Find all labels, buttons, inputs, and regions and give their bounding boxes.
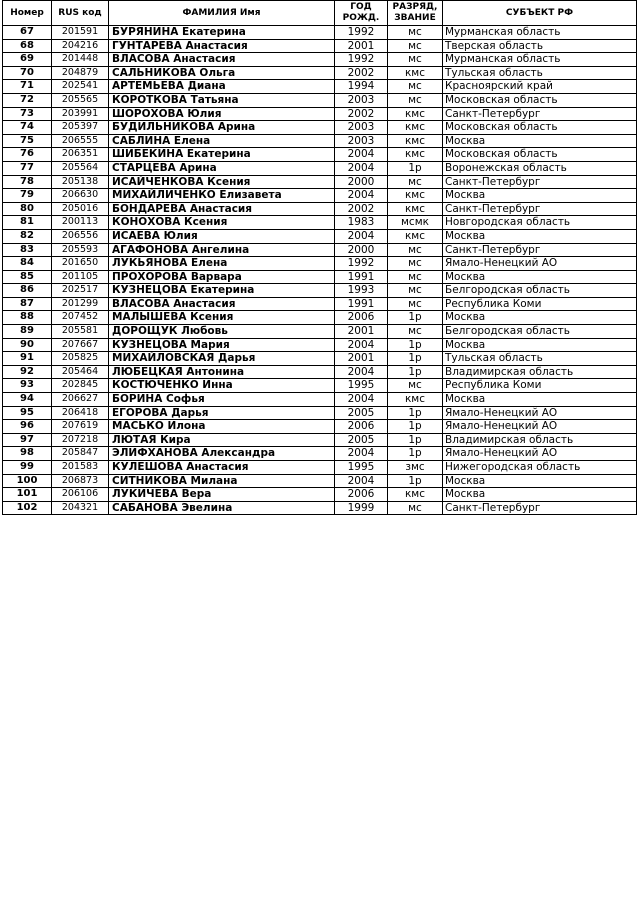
cell-name: ДОРОЩУК Любовь bbox=[109, 325, 335, 339]
header-rank bbox=[388, 1, 443, 26]
cell-number: 72 bbox=[3, 93, 52, 107]
table-row bbox=[3, 297, 637, 311]
table-row bbox=[3, 284, 637, 298]
cell-region: Ямало-Ненецкий АО bbox=[443, 447, 637, 461]
cell-birth-year: 2004 bbox=[335, 161, 388, 175]
cell-region: Белгородская область bbox=[443, 284, 637, 298]
table-row bbox=[3, 107, 637, 121]
cell-number: 86 bbox=[3, 284, 52, 298]
cell-birth-year: 2001 bbox=[335, 352, 388, 366]
table-row bbox=[3, 134, 637, 148]
cell-number: 82 bbox=[3, 229, 52, 243]
cell-rus-code: 202517 bbox=[52, 284, 109, 298]
cell-region: Москва bbox=[443, 134, 637, 148]
cell-region: Тульская область bbox=[443, 66, 637, 80]
cell-rus-code: 205464 bbox=[52, 365, 109, 379]
cell-region: Нижегородская область bbox=[443, 461, 637, 475]
cell-name: МАСЬКО Илона bbox=[109, 420, 335, 434]
cell-rank: кмс bbox=[388, 488, 443, 502]
cell-name: ЛУКЬЯНОВА Елена bbox=[109, 257, 335, 271]
cell-region: Москва bbox=[443, 229, 637, 243]
cell-rank: мс bbox=[388, 257, 443, 271]
cell-number: 83 bbox=[3, 243, 52, 257]
cell-region: Санкт-Петербург bbox=[443, 243, 637, 257]
cell-name: МИХАЙЛОВСКАЯ Дарья bbox=[109, 352, 335, 366]
cell-rank: кмс bbox=[388, 148, 443, 162]
table-row bbox=[3, 379, 637, 393]
cell-region: Тверская область bbox=[443, 39, 637, 53]
cell-birth-year: 1983 bbox=[335, 216, 388, 230]
cell-rus-code: 201105 bbox=[52, 270, 109, 284]
cell-rank: мс bbox=[388, 26, 443, 40]
cell-number: 89 bbox=[3, 325, 52, 339]
cell-name: ВЛАСОВА Анастасия bbox=[109, 53, 335, 67]
table-row bbox=[3, 325, 637, 339]
cell-number: 100 bbox=[3, 474, 52, 488]
table-row bbox=[3, 270, 637, 284]
cell-rus-code: 205581 bbox=[52, 325, 109, 339]
cell-rank: кмс bbox=[388, 202, 443, 216]
cell-birth-year: 2004 bbox=[335, 393, 388, 407]
cell-number: 68 bbox=[3, 39, 52, 53]
cell-name: КУЗНЕЦОВА Мария bbox=[109, 338, 335, 352]
cell-rank: 1р bbox=[388, 406, 443, 420]
cell-rank: мс bbox=[388, 53, 443, 67]
table-row bbox=[3, 189, 637, 203]
cell-number: 69 bbox=[3, 53, 52, 67]
cell-rank: кмс bbox=[388, 134, 443, 148]
cell-birth-year: 1994 bbox=[335, 80, 388, 94]
cell-rank: 1р bbox=[388, 433, 443, 447]
table-row bbox=[3, 161, 637, 175]
cell-birth-year: 1995 bbox=[335, 379, 388, 393]
table-row bbox=[3, 447, 637, 461]
cell-rus-code: 207218 bbox=[52, 433, 109, 447]
table-row bbox=[3, 80, 637, 94]
header-name: ФАМИЛИЯ Имя bbox=[109, 1, 335, 26]
table-row bbox=[3, 148, 637, 162]
cell-region: Мурманская область bbox=[443, 26, 637, 40]
table-row bbox=[3, 420, 637, 434]
cell-birth-year: 1999 bbox=[335, 501, 388, 515]
cell-rank: кмс bbox=[388, 189, 443, 203]
table-row bbox=[3, 501, 637, 515]
cell-birth-year: 1991 bbox=[335, 297, 388, 311]
cell-rank: 1р bbox=[388, 161, 443, 175]
cell-rus-code: 204879 bbox=[52, 66, 109, 80]
cell-rank: кмс bbox=[388, 229, 443, 243]
cell-birth-year: 2006 bbox=[335, 311, 388, 325]
cell-number: 88 bbox=[3, 311, 52, 325]
cell-name: МАЛЫШЕВА Ксения bbox=[109, 311, 335, 325]
cell-name: ШОРОХОВА Юлия bbox=[109, 107, 335, 121]
cell-rank: 1р bbox=[388, 338, 443, 352]
cell-rus-code: 201299 bbox=[52, 297, 109, 311]
cell-number: 101 bbox=[3, 488, 52, 502]
cell-rus-code: 205138 bbox=[52, 175, 109, 189]
cell-rus-code: 205593 bbox=[52, 243, 109, 257]
cell-name: ЛЮБЕЦКАЯ Антонина bbox=[109, 365, 335, 379]
cell-birth-year: 2005 bbox=[335, 406, 388, 420]
cell-number: 67 bbox=[3, 26, 52, 40]
table-row bbox=[3, 488, 637, 502]
cell-birth-year: 1992 bbox=[335, 53, 388, 67]
cell-rus-code: 201448 bbox=[52, 53, 109, 67]
cell-rus-code: 206873 bbox=[52, 474, 109, 488]
cell-rank: мс bbox=[388, 80, 443, 94]
cell-name: ЛУКИЧЕВА Вера bbox=[109, 488, 335, 502]
cell-birth-year: 2004 bbox=[335, 189, 388, 203]
cell-region: Санкт-Петербург bbox=[443, 501, 637, 515]
table-row bbox=[3, 39, 637, 53]
cell-region: Красноярский край bbox=[443, 80, 637, 94]
cell-rank: 1р bbox=[388, 420, 443, 434]
cell-birth-year: 2002 bbox=[335, 66, 388, 80]
table-row bbox=[3, 202, 637, 216]
cell-birth-year: 2003 bbox=[335, 121, 388, 135]
cell-birth-year: 1995 bbox=[335, 461, 388, 475]
table-row bbox=[3, 26, 637, 40]
cell-number: 97 bbox=[3, 433, 52, 447]
cell-region: Новгородская область bbox=[443, 216, 637, 230]
cell-name: САЛЬНИКОВА Ольга bbox=[109, 66, 335, 80]
cell-region: Мурманская область bbox=[443, 53, 637, 67]
cell-number: 85 bbox=[3, 270, 52, 284]
cell-rank: змс bbox=[388, 461, 443, 475]
cell-number: 93 bbox=[3, 379, 52, 393]
cell-region: Москва bbox=[443, 474, 637, 488]
cell-rank: мс bbox=[388, 325, 443, 339]
cell-name: ВЛАСОВА Анастасия bbox=[109, 297, 335, 311]
cell-number: 70 bbox=[3, 66, 52, 80]
cell-rank: мс bbox=[388, 270, 443, 284]
cell-rus-code: 205847 bbox=[52, 447, 109, 461]
cell-name: БУДИЛЬНИКОВА Арина bbox=[109, 121, 335, 135]
cell-rus-code: 201591 bbox=[52, 26, 109, 40]
cell-rank: мс bbox=[388, 243, 443, 257]
cell-rus-code: 200113 bbox=[52, 216, 109, 230]
cell-birth-year: 2004 bbox=[335, 148, 388, 162]
cell-region: Санкт-Петербург bbox=[443, 202, 637, 216]
cell-birth-year: 2000 bbox=[335, 243, 388, 257]
header-rank-line1: РАЗРЯД, bbox=[392, 2, 438, 12]
cell-number: 91 bbox=[3, 352, 52, 366]
cell-rank: мс bbox=[388, 93, 443, 107]
cell-rank: 1р bbox=[388, 311, 443, 325]
cell-number: 84 bbox=[3, 257, 52, 271]
cell-number: 90 bbox=[3, 338, 52, 352]
cell-rank: мс bbox=[388, 175, 443, 189]
cell-region: Ямало-Ненецкий АО bbox=[443, 257, 637, 271]
cell-rus-code: 201583 bbox=[52, 461, 109, 475]
cell-name: БОНДАРЕВА Анастасия bbox=[109, 202, 335, 216]
cell-rank: кмс bbox=[388, 121, 443, 135]
table-row bbox=[3, 93, 637, 107]
cell-number: 96 bbox=[3, 420, 52, 434]
cell-rus-code: 207667 bbox=[52, 338, 109, 352]
table-row bbox=[3, 216, 637, 230]
cell-region: Москва bbox=[443, 189, 637, 203]
cell-rank: мс bbox=[388, 501, 443, 515]
cell-rus-code: 205397 bbox=[52, 121, 109, 135]
cell-birth-year: 2006 bbox=[335, 488, 388, 502]
cell-number: 79 bbox=[3, 189, 52, 203]
table-row bbox=[3, 257, 637, 271]
cell-rank: кмс bbox=[388, 393, 443, 407]
cell-birth-year: 1993 bbox=[335, 284, 388, 298]
cell-region: Республика Коми bbox=[443, 379, 637, 393]
cell-rus-code: 201650 bbox=[52, 257, 109, 271]
cell-rus-code: 206627 bbox=[52, 393, 109, 407]
cell-region: Москва bbox=[443, 488, 637, 502]
cell-rus-code: 204321 bbox=[52, 501, 109, 515]
cell-birth-year: 2002 bbox=[335, 107, 388, 121]
cell-region: Москва bbox=[443, 311, 637, 325]
table-row bbox=[3, 352, 637, 366]
cell-name: САБЛИНА Елена bbox=[109, 134, 335, 148]
cell-rus-code: 203991 bbox=[52, 107, 109, 121]
cell-birth-year: 2004 bbox=[335, 365, 388, 379]
cell-region: Ямало-Ненецкий АО bbox=[443, 420, 637, 434]
cell-number: 95 bbox=[3, 406, 52, 420]
cell-rus-code: 206418 bbox=[52, 406, 109, 420]
cell-birth-year: 1992 bbox=[335, 257, 388, 271]
cell-region: Москва bbox=[443, 393, 637, 407]
header-birth-year-line2: РОЖД. bbox=[342, 13, 380, 23]
table-row bbox=[3, 175, 637, 189]
cell-rus-code: 205016 bbox=[52, 202, 109, 216]
table-row bbox=[3, 461, 637, 475]
participants-table bbox=[2, 0, 637, 515]
table-row bbox=[3, 121, 637, 135]
cell-region: Московская область bbox=[443, 121, 637, 135]
cell-birth-year: 1992 bbox=[335, 26, 388, 40]
cell-rus-code: 206106 bbox=[52, 488, 109, 502]
cell-rank: 1р bbox=[388, 447, 443, 461]
cell-rank: мс bbox=[388, 284, 443, 298]
cell-region: Москва bbox=[443, 338, 637, 352]
cell-number: 99 bbox=[3, 461, 52, 475]
cell-rus-code: 206555 bbox=[52, 134, 109, 148]
header-rank-line2: ЗВАНИЕ bbox=[394, 13, 436, 23]
table-row bbox=[3, 243, 637, 257]
cell-number: 81 bbox=[3, 216, 52, 230]
cell-birth-year: 2004 bbox=[335, 338, 388, 352]
cell-region: Московская область bbox=[443, 148, 637, 162]
cell-name: БОРИНА Софья bbox=[109, 393, 335, 407]
cell-rus-code: 206351 bbox=[52, 148, 109, 162]
table-row bbox=[3, 229, 637, 243]
cell-region: Тульская область bbox=[443, 352, 637, 366]
cell-rus-code: 207452 bbox=[52, 311, 109, 325]
header-birth-year bbox=[335, 1, 388, 26]
cell-birth-year: 2000 bbox=[335, 175, 388, 189]
cell-number: 102 bbox=[3, 501, 52, 515]
table-row bbox=[3, 406, 637, 420]
cell-region: Республика Коми bbox=[443, 297, 637, 311]
cell-rank: мс bbox=[388, 297, 443, 311]
cell-rus-code: 204216 bbox=[52, 39, 109, 53]
table-row bbox=[3, 393, 637, 407]
header-rus-code: RUS код bbox=[52, 1, 109, 26]
cell-region: Санкт-Петербург bbox=[443, 175, 637, 189]
header-region: СУБЪЕКТ РФ bbox=[443, 1, 637, 26]
cell-birth-year: 2004 bbox=[335, 447, 388, 461]
cell-birth-year: 2005 bbox=[335, 433, 388, 447]
cell-number: 92 bbox=[3, 365, 52, 379]
cell-birth-year: 1991 bbox=[335, 270, 388, 284]
cell-name: ИСАЕВА Юлия bbox=[109, 229, 335, 243]
cell-region: Москва bbox=[443, 270, 637, 284]
cell-region: Владимирская область bbox=[443, 433, 637, 447]
cell-name: САБАНОВА Эвелина bbox=[109, 501, 335, 515]
cell-number: 75 bbox=[3, 134, 52, 148]
cell-region: Санкт-Петербург bbox=[443, 107, 637, 121]
cell-name: ПРОХОРОВА Варвара bbox=[109, 270, 335, 284]
cell-number: 71 bbox=[3, 80, 52, 94]
cell-name: СТАРЦЕВА Арина bbox=[109, 161, 335, 175]
cell-name: АРТЕМЬЕВА Диана bbox=[109, 80, 335, 94]
cell-number: 94 bbox=[3, 393, 52, 407]
cell-name: КОРОТКОВА Татьяна bbox=[109, 93, 335, 107]
cell-name: ЭЛИФХАНОВА Александра bbox=[109, 447, 335, 461]
table-row bbox=[3, 311, 637, 325]
cell-number: 77 bbox=[3, 161, 52, 175]
header-birth-year-line1: ГОД bbox=[350, 2, 372, 12]
cell-birth-year: 2003 bbox=[335, 93, 388, 107]
cell-rank: кмс bbox=[388, 107, 443, 121]
table-row bbox=[3, 53, 637, 67]
cell-birth-year: 2003 bbox=[335, 134, 388, 148]
table-row bbox=[3, 433, 637, 447]
cell-name: КУЛЕШОВА Анастасия bbox=[109, 461, 335, 475]
cell-name: ШИБЕКИНА Екатерина bbox=[109, 148, 335, 162]
cell-rus-code: 205564 bbox=[52, 161, 109, 175]
cell-number: 73 bbox=[3, 107, 52, 121]
cell-rus-code: 205565 bbox=[52, 93, 109, 107]
table-row bbox=[3, 474, 637, 488]
cell-name: КОНОХОВА Ксения bbox=[109, 216, 335, 230]
table-row bbox=[3, 338, 637, 352]
cell-number: 78 bbox=[3, 175, 52, 189]
cell-name: ЛЮТАЯ Кира bbox=[109, 433, 335, 447]
cell-rank: 1р bbox=[388, 474, 443, 488]
cell-rank: кмс bbox=[388, 66, 443, 80]
cell-region: Владимирская область bbox=[443, 365, 637, 379]
cell-rank: 1р bbox=[388, 352, 443, 366]
cell-rus-code: 205825 bbox=[52, 352, 109, 366]
cell-region: Воронежская область bbox=[443, 161, 637, 175]
cell-rank: мс bbox=[388, 39, 443, 53]
cell-birth-year: 2004 bbox=[335, 229, 388, 243]
cell-name: ИСАЙЧЕНКОВА Ксения bbox=[109, 175, 335, 189]
cell-rus-code: 207619 bbox=[52, 420, 109, 434]
cell-rank: 1р bbox=[388, 365, 443, 379]
cell-birth-year: 2001 bbox=[335, 325, 388, 339]
cell-rank: мсмк bbox=[388, 216, 443, 230]
cell-name: СИТНИКОВА Милана bbox=[109, 474, 335, 488]
cell-number: 98 bbox=[3, 447, 52, 461]
cell-rus-code: 202541 bbox=[52, 80, 109, 94]
cell-number: 74 bbox=[3, 121, 52, 135]
table-body bbox=[3, 26, 637, 515]
cell-birth-year: 2002 bbox=[335, 202, 388, 216]
cell-name: ЕГОРОВА Дарья bbox=[109, 406, 335, 420]
cell-number: 80 bbox=[3, 202, 52, 216]
cell-rank: мс bbox=[388, 379, 443, 393]
table-row bbox=[3, 66, 637, 80]
cell-rus-code: 206630 bbox=[52, 189, 109, 203]
cell-birth-year: 2001 bbox=[335, 39, 388, 53]
cell-birth-year: 2004 bbox=[335, 474, 388, 488]
cell-name: АГАФОНОВА Ангелина bbox=[109, 243, 335, 257]
cell-rus-code: 206556 bbox=[52, 229, 109, 243]
table-header-row bbox=[3, 1, 637, 26]
cell-region: Ямало-Ненецкий АО bbox=[443, 406, 637, 420]
cell-region: Белгородская область bbox=[443, 325, 637, 339]
cell-name: МИХАЙЛИЧЕНКО Елизавета bbox=[109, 189, 335, 203]
cell-name: БУРЯНИНА Екатерина bbox=[109, 26, 335, 40]
table-row bbox=[3, 365, 637, 379]
cell-number: 76 bbox=[3, 148, 52, 162]
cell-rus-code: 202845 bbox=[52, 379, 109, 393]
cell-name: КОСТЮЧЕНКО Инна bbox=[109, 379, 335, 393]
cell-birth-year: 2006 bbox=[335, 420, 388, 434]
cell-region: Московская область bbox=[443, 93, 637, 107]
cell-name: КУЗНЕЦОВА Екатерина bbox=[109, 284, 335, 298]
cell-name: ГУНТАРЕВА Анастасия bbox=[109, 39, 335, 53]
cell-number: 87 bbox=[3, 297, 52, 311]
header-number: Номер bbox=[3, 1, 52, 26]
